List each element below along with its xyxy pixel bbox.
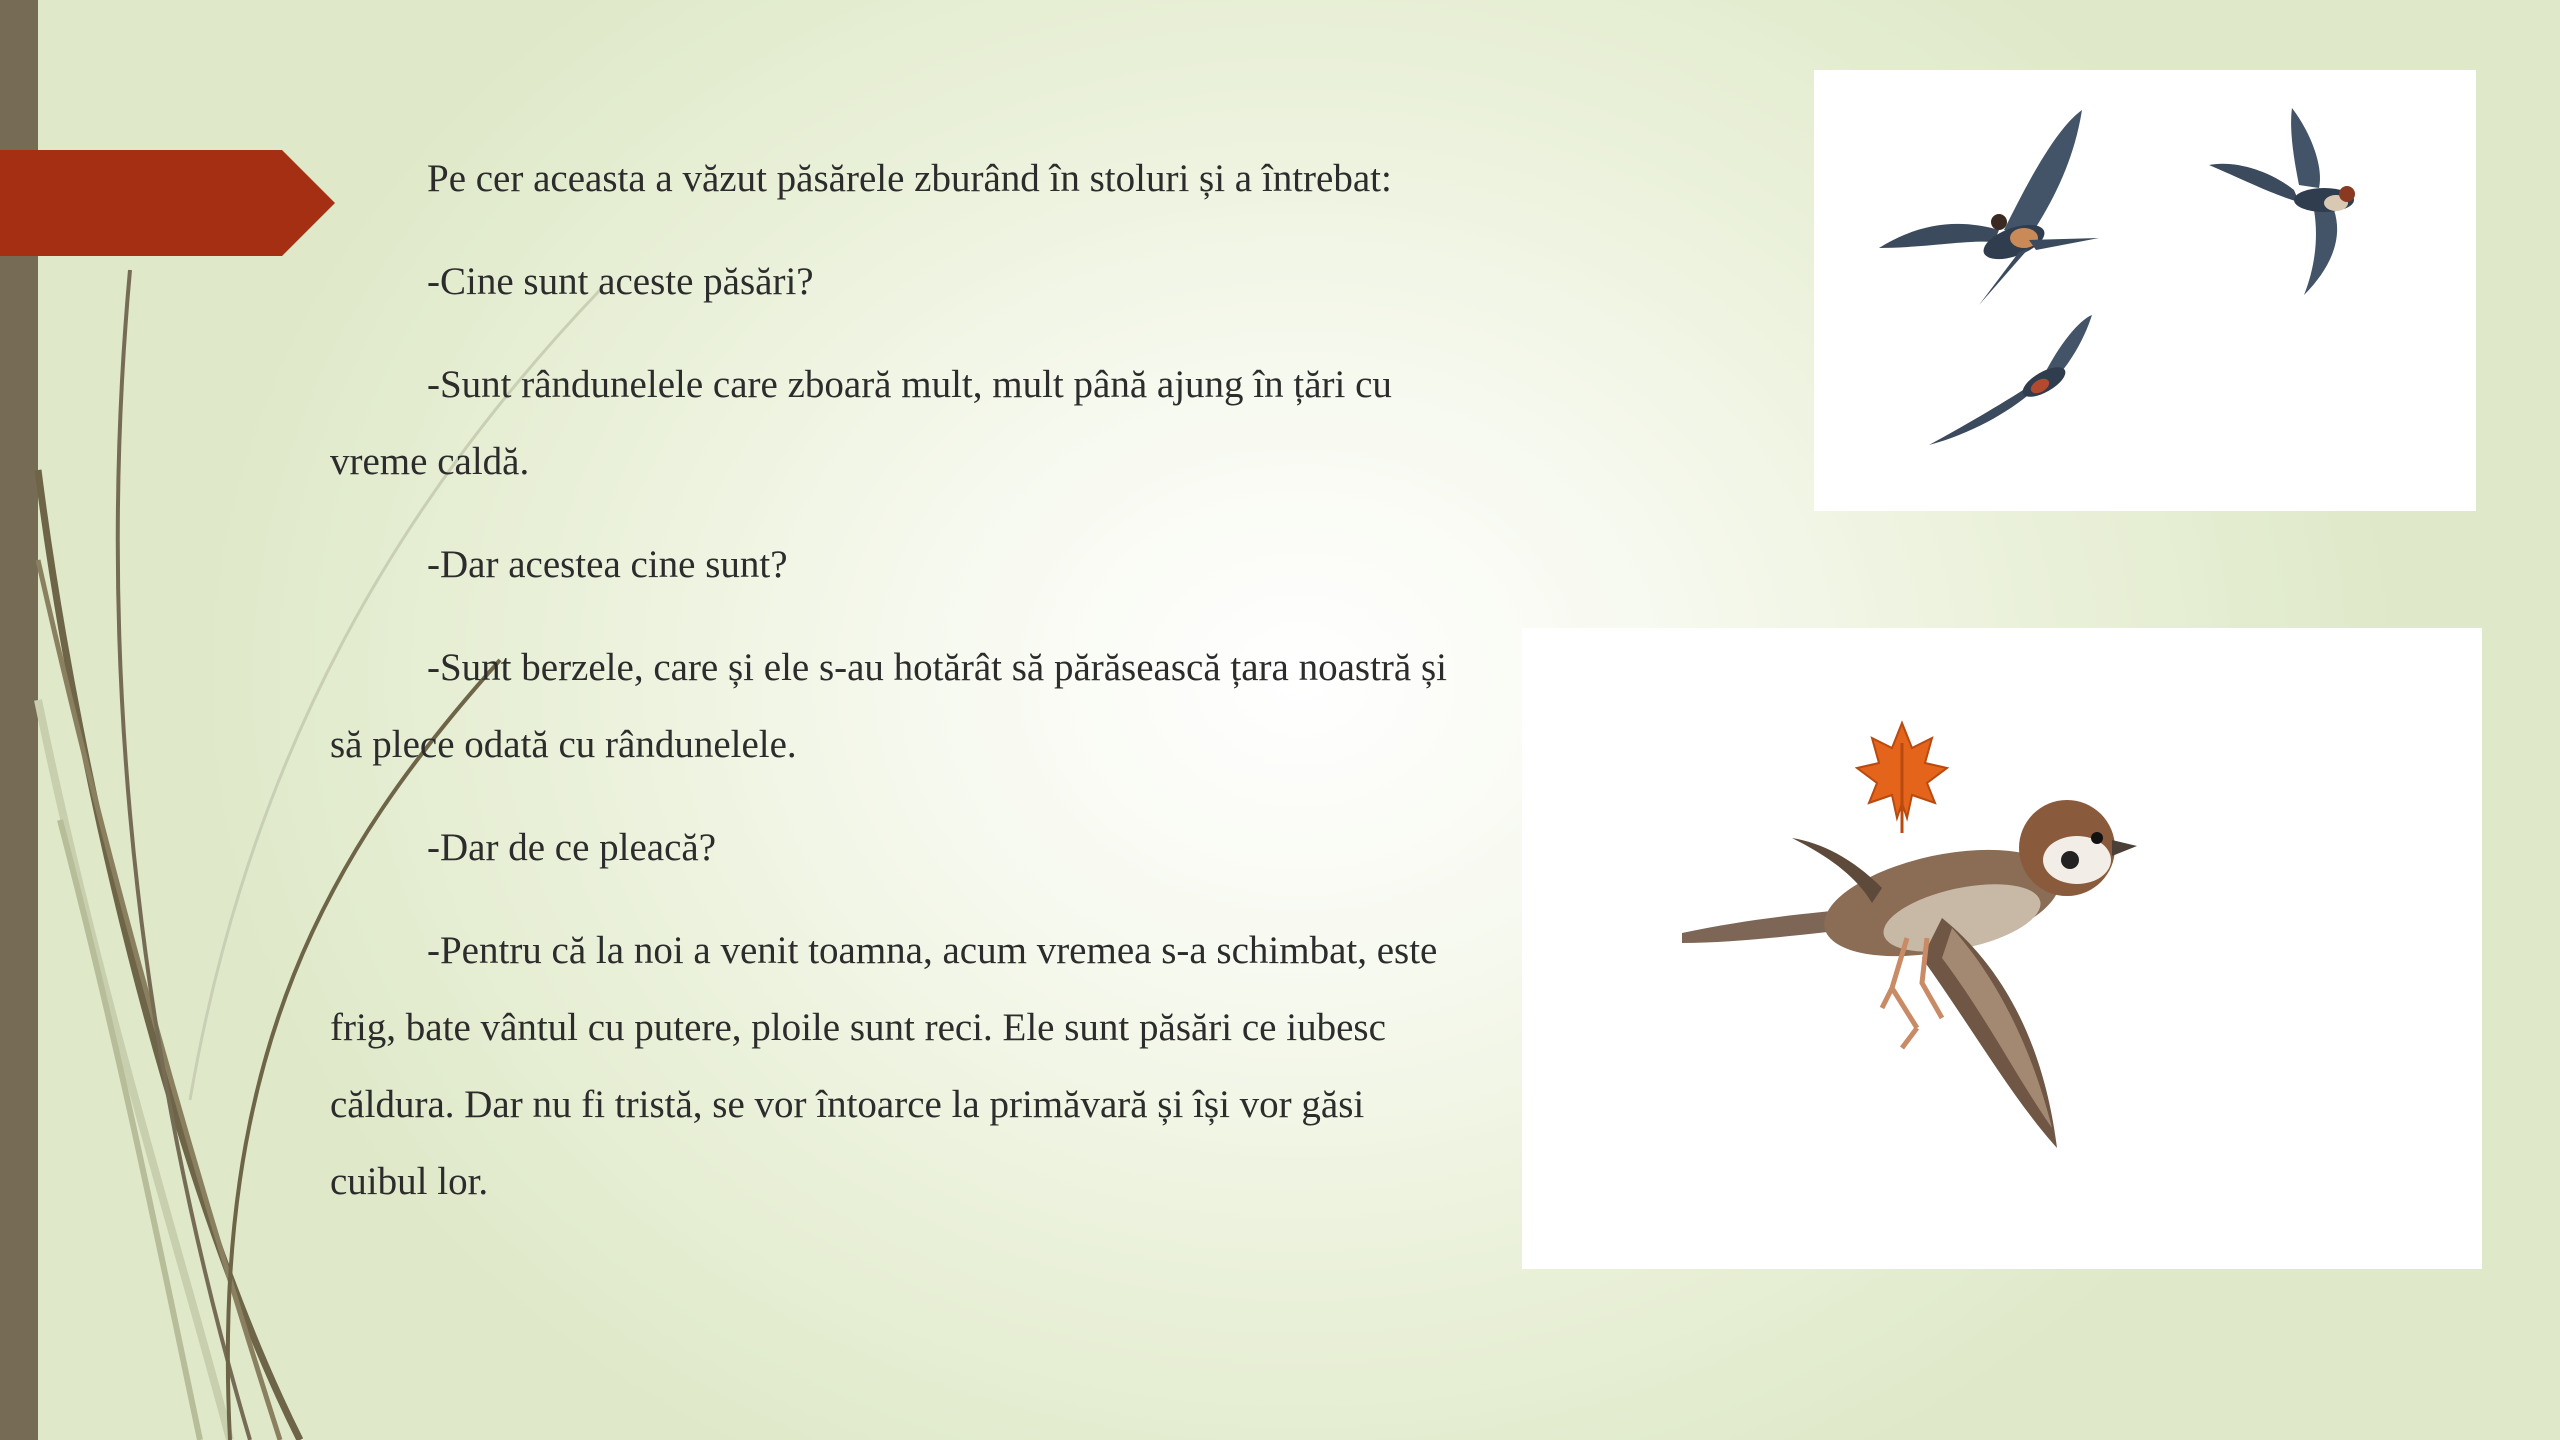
- paragraph-4: -Dar acestea cine sunt?: [427, 543, 788, 586]
- swallows-photo: [1814, 70, 2476, 511]
- sparrow-illustration: [1522, 628, 2482, 1269]
- paragraph-1: Pe cer aceasta a văzut păsărele zburând în stoluri și a întrebat:: [427, 157, 1392, 200]
- paragraph-5: -Sunt berzele, care și ele s-au hotărât să părăsească țara noastră și să plece odată cu rândunelele.: [330, 646, 1447, 766]
- paragraph-2: -Cine sunt aceste păsări?: [427, 260, 814, 303]
- sparrow-with-leaf-photo: [1522, 628, 2482, 1269]
- red-accent-tab: [0, 150, 335, 256]
- paragraph-7: -Pentru că la noi a venit toamna, acum vremea s-a schimbat, este frig, bate vântul cu putere, ploile sunt reci. Ele sunt păsări ce iubesc căldura. Dar nu fi tristă, se vor întoarce la primăvară și își vor găsi cuibul lor.: [330, 929, 1438, 1203]
- paragraph-3: -Sunt rândunelele care zboară mult, mult până ajung în țări cu vreme caldă.: [330, 363, 1392, 483]
- story-text: [330, 140, 1470, 1246]
- maple-leaf-icon: [1857, 723, 1947, 833]
- paragraph-6: -Dar de ce pleacă?: [427, 826, 717, 869]
- swallow-birds-illustration: [1814, 70, 2476, 511]
